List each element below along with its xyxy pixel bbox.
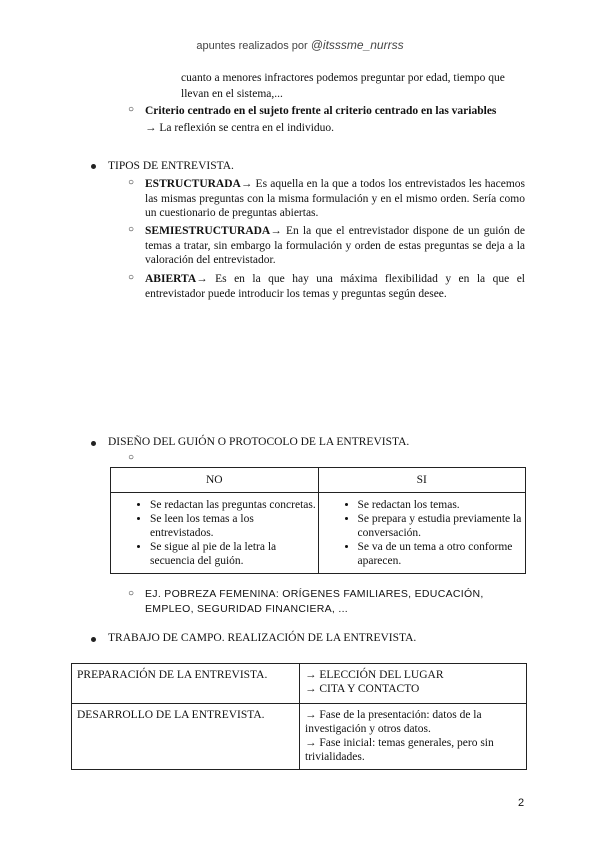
si-cell <box>318 493 526 574</box>
circle-bullet-icon: ○ <box>128 272 135 283</box>
example-text: EJ. POBREZA FEMENINA: ORÍGENES FAMILIARES, EDUCACIÓN, EMPLEO, SEGURIDAD FINANCIERA, ... <box>145 588 484 615</box>
trabajo-table <box>71 663 527 770</box>
tipo-term: SEMIESTRUCTURADA→ <box>145 225 282 237</box>
col-no-header: NO <box>111 468 319 493</box>
trabajo-right-cell <box>300 664 527 704</box>
tipo-term: ESTRUCTURADA→ <box>145 178 253 190</box>
header-prefix: apuntes realizados por <box>196 40 311 52</box>
page-header <box>0 38 600 52</box>
tipo-text: Es aquella en la que a todos los entrevistados les hacemos las mismas preguntas con la misma formulación y en el mismo orden. Sería como un cuestionario de preguntas abiertas. <box>145 178 525 219</box>
no-cell <box>111 493 319 574</box>
diseno-title: DISEÑO DEL GUIÓN O PROTOCOLO DE LA ENTREVISTA. <box>108 436 410 448</box>
bullet-icon <box>91 164 96 169</box>
trabajo-title: TRABAJO DE CAMPO. REALIZACIÓN DE LA ENTREVISTA. <box>108 632 417 644</box>
list-item: • Se redactan los temas. <box>358 498 525 512</box>
trabajo-left-cell: DESARROLLO DE LA ENTREVISTA. <box>72 704 300 770</box>
trabajo-right-cell <box>300 704 527 770</box>
list-item: • Se redactan las preguntas concretas. <box>150 498 317 512</box>
criterio-heading: Criterio centrado en el sujeto frente al criterio centrado en las variables <box>145 105 497 117</box>
col-si-header: SI <box>318 468 526 493</box>
circle-bullet-icon: ○ <box>128 452 135 463</box>
tipo-semiestructurada <box>145 224 525 268</box>
trabajo-right-line: → Fase inicial: temas generales, pero sin trivialidades. <box>305 737 494 763</box>
trabajo-right-line: → Fase de la presentación: datos de la investigación y otros datos. <box>305 709 482 735</box>
tipo-abierta <box>145 272 525 301</box>
guion-table <box>110 467 526 574</box>
tipo-estructurada <box>145 177 525 221</box>
trabajo-right-line: → CITA Y CONTACTO <box>305 683 420 695</box>
circle-bullet-icon: ○ <box>128 588 135 599</box>
bullet-icon <box>91 441 96 446</box>
list-item: • Se prepara y estudia previamente la conversación. <box>358 512 525 540</box>
circle-bullet-icon: ○ <box>128 104 135 115</box>
circle-bullet-icon: ○ <box>128 224 135 235</box>
criterio-text: → La reflexión se centra en el individuo. <box>145 122 335 134</box>
tipo-term: ABIERTA→ <box>145 273 208 285</box>
bullet-icon <box>91 637 96 642</box>
page-number: 2 <box>518 797 525 809</box>
tipo-text: En la que el entrevistador dispone de un guión de temas a tratar, sin embargo la formulación y orden de estas preguntas se deja a la valoración del entrevistador. <box>145 225 525 266</box>
circle-bullet-icon: ○ <box>128 177 135 188</box>
tipo-text: Es en la que hay una máxima flexibilidad y en la que el entrevistador puede introducir los temas y preguntas según desee. <box>145 273 525 300</box>
header-handle: @itsssme_nurrss <box>310 38 404 52</box>
trabajo-right-line: → ELECCIÓN DEL LUGAR <box>305 669 444 681</box>
list-item: • Se va de un tema a otro conforme aparecen. <box>358 540 525 568</box>
intro-line-2: llevan en el sistema,... <box>181 88 283 100</box>
intro-line-1: cuanto a menores infractores podemos preguntar por edad, tiempo que <box>181 72 505 84</box>
tipos-title: TIPOS DE ENTREVISTA. <box>108 160 234 172</box>
list-item: • Se sigue al pie de la letra la secuencia del guión. <box>150 540 317 568</box>
trabajo-left-cell: PREPARACIÓN DE LA ENTREVISTA. <box>72 664 300 704</box>
list-item: • Se leen los temas a los entrevistados. <box>150 512 317 540</box>
